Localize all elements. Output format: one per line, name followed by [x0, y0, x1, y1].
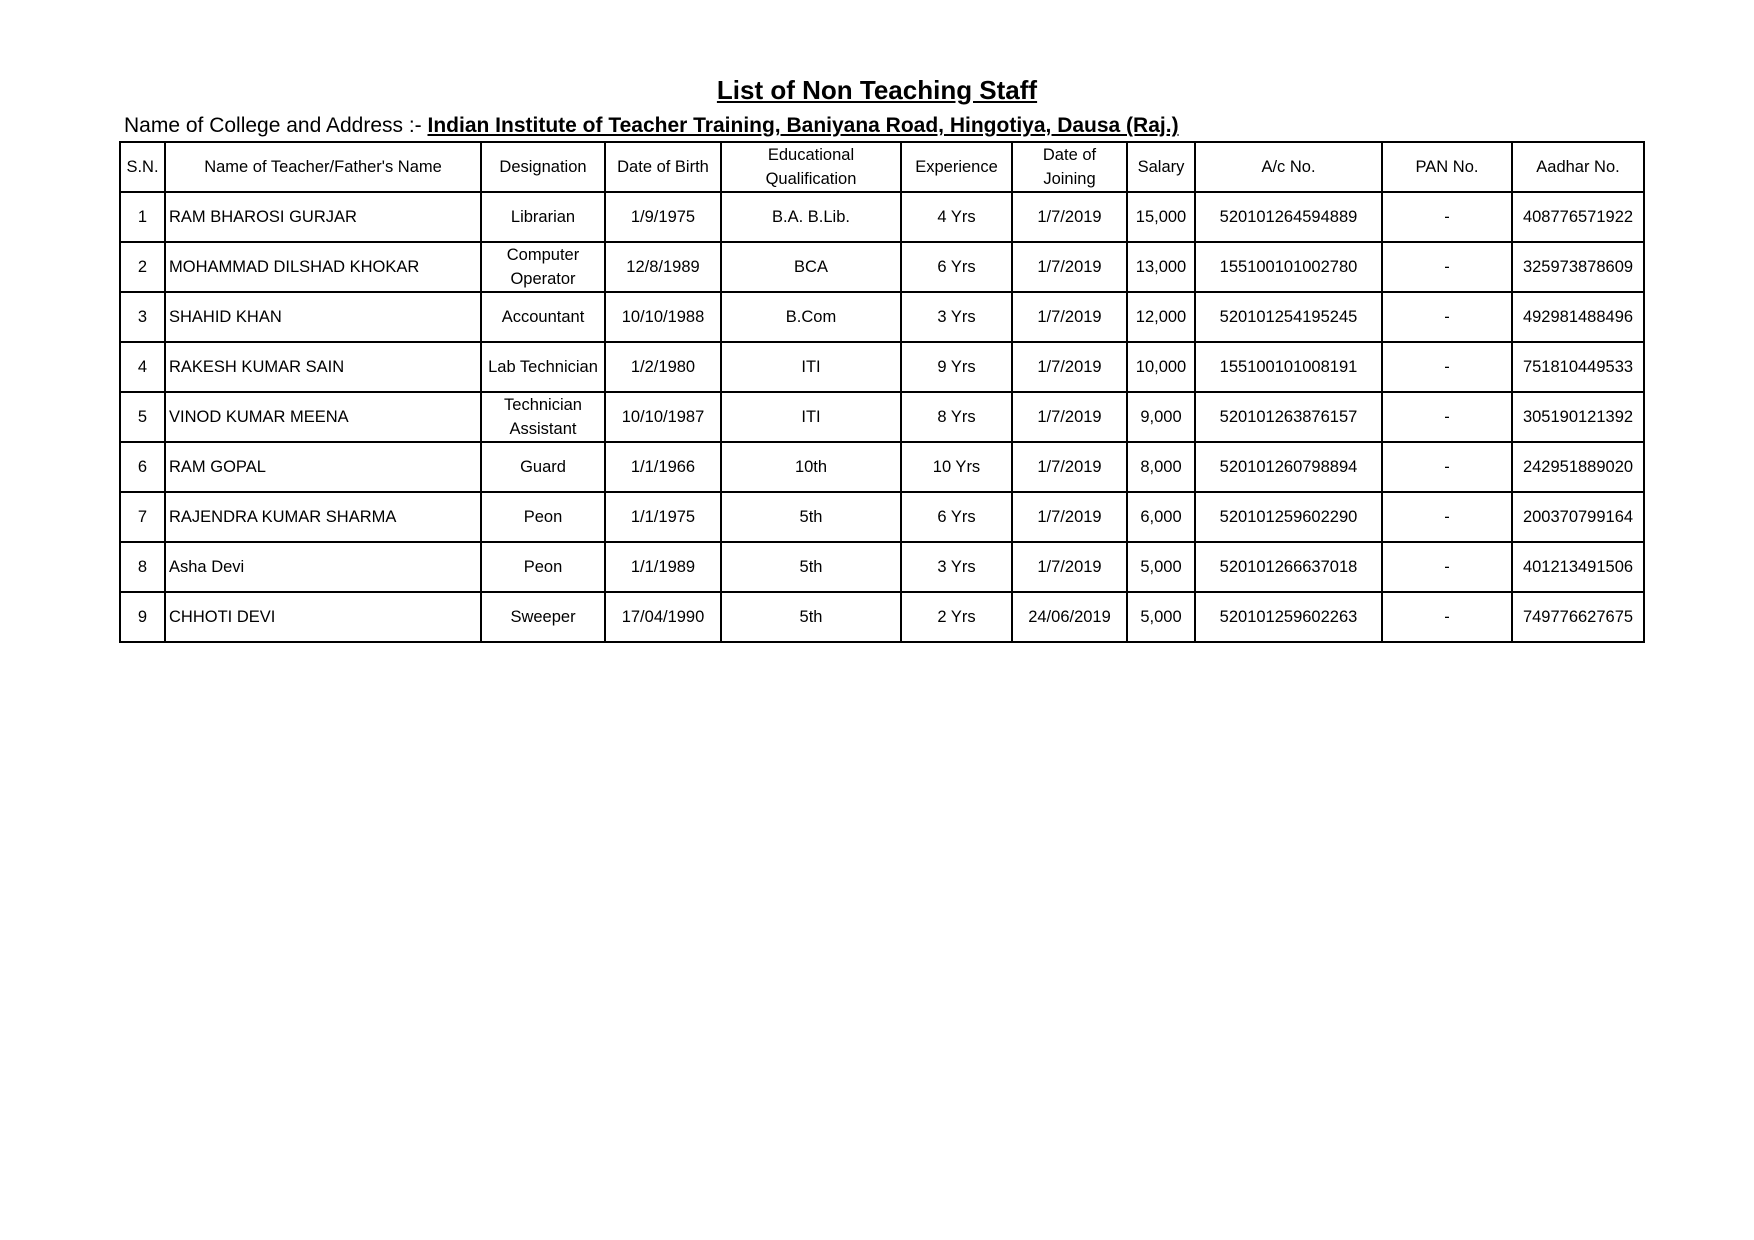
cell-dob: 12/8/1989 — [605, 242, 721, 292]
cell-aadhar: 408776571922 — [1512, 192, 1644, 242]
cell-name: RAM GOPAL — [165, 442, 481, 492]
cell-salary: 8,000 — [1127, 442, 1195, 492]
college-address-line — [124, 112, 1179, 140]
cell-salary: 6,000 — [1127, 492, 1195, 542]
cell-experience: 8 Yrs — [901, 392, 1012, 442]
college-label: Name of College and Address :- — [124, 114, 428, 137]
header-pan: PAN No. — [1382, 142, 1512, 192]
cell-dob: 1/1/1975 — [605, 492, 721, 542]
cell-sn: 5 — [120, 392, 165, 442]
cell-sn: 2 — [120, 242, 165, 292]
cell-designation: Lab Technician — [481, 342, 605, 392]
cell-account: 520101264594889 — [1195, 192, 1382, 242]
cell-name: RAM BHAROSI GURJAR — [165, 192, 481, 242]
table-row — [120, 242, 1644, 292]
cell-qualification: ITI — [721, 342, 901, 392]
cell-account: 520101266637018 — [1195, 542, 1382, 592]
cell-pan: - — [1382, 592, 1512, 642]
cell-name: CHHOTI DEVI — [165, 592, 481, 642]
cell-name: RAJENDRA KUMAR SHARMA — [165, 492, 481, 542]
cell-account: 520101259602290 — [1195, 492, 1382, 542]
college-name: Indian Institute of Teacher Training, Baniyana Road, Hingotiya, Dausa (Raj.) — [427, 114, 1179, 137]
cell-experience: 10 Yrs — [901, 442, 1012, 492]
cell-aadhar: 749776627675 — [1512, 592, 1644, 642]
cell-doj: 1/7/2019 — [1012, 492, 1127, 542]
cell-account: 520101254195245 — [1195, 292, 1382, 342]
cell-name: MOHAMMAD DILSHAD KHOKAR — [165, 242, 481, 292]
cell-salary: 9,000 — [1127, 392, 1195, 442]
cell-doj: 1/7/2019 — [1012, 442, 1127, 492]
cell-salary: 5,000 — [1127, 592, 1195, 642]
header-dob: Date of Birth — [605, 142, 721, 192]
header-experience: Experience — [901, 142, 1012, 192]
table-row — [120, 542, 1644, 592]
cell-aadhar: 401213491506 — [1512, 542, 1644, 592]
cell-sn: 9 — [120, 592, 165, 642]
cell-qualification: B.A. B.Lib. — [721, 192, 901, 242]
cell-dob: 1/1/1989 — [605, 542, 721, 592]
header-row — [120, 142, 1644, 192]
header-qualification: Educational Qualification — [721, 142, 901, 192]
cell-dob: 17/04/1990 — [605, 592, 721, 642]
cell-aadhar: 325973878609 — [1512, 242, 1644, 292]
header-name: Name of Teacher/Father's Name — [165, 142, 481, 192]
cell-dob: 1/1/1966 — [605, 442, 721, 492]
cell-name: Asha Devi — [165, 542, 481, 592]
cell-experience: 3 Yrs — [901, 292, 1012, 342]
table-row — [120, 292, 1644, 342]
cell-pan: - — [1382, 542, 1512, 592]
cell-name: VINOD KUMAR MEENA — [165, 392, 481, 442]
cell-pan: - — [1382, 342, 1512, 392]
cell-aadhar: 751810449533 — [1512, 342, 1644, 392]
cell-designation: Sweeper — [481, 592, 605, 642]
cell-qualification: 5th — [721, 492, 901, 542]
table-row — [120, 392, 1644, 442]
cell-qualification: 10th — [721, 442, 901, 492]
cell-salary: 15,000 — [1127, 192, 1195, 242]
cell-designation: Technician Assistant — [481, 392, 605, 442]
cell-salary: 13,000 — [1127, 242, 1195, 292]
cell-pan: - — [1382, 392, 1512, 442]
header-salary: Salary — [1127, 142, 1195, 192]
cell-aadhar: 305190121392 — [1512, 392, 1644, 442]
cell-account: 520101263876157 — [1195, 392, 1382, 442]
cell-account: 155100101002780 — [1195, 242, 1382, 292]
cell-doj: 1/7/2019 — [1012, 392, 1127, 442]
cell-doj: 1/7/2019 — [1012, 542, 1127, 592]
cell-sn: 7 — [120, 492, 165, 542]
cell-pan: - — [1382, 192, 1512, 242]
cell-qualification: BCA — [721, 242, 901, 292]
cell-doj: 1/7/2019 — [1012, 292, 1127, 342]
table-row — [120, 192, 1644, 242]
cell-dob: 1/2/1980 — [605, 342, 721, 392]
cell-salary: 12,000 — [1127, 292, 1195, 342]
header-sn: S.N. — [120, 142, 165, 192]
cell-doj: 1/7/2019 — [1012, 342, 1127, 392]
cell-experience: 9 Yrs — [901, 342, 1012, 392]
cell-experience: 4 Yrs — [901, 192, 1012, 242]
cell-pan: - — [1382, 292, 1512, 342]
cell-sn: 6 — [120, 442, 165, 492]
header-aadhar: Aadhar No. — [1512, 142, 1644, 192]
cell-account: 155100101008191 — [1195, 342, 1382, 392]
table-row — [120, 442, 1644, 492]
cell-dob: 10/10/1987 — [605, 392, 721, 442]
cell-sn: 8 — [120, 542, 165, 592]
table-body — [120, 192, 1644, 642]
cell-salary: 10,000 — [1127, 342, 1195, 392]
document-title: List of Non Teaching Staff — [716, 75, 1038, 105]
cell-sn: 3 — [120, 292, 165, 342]
cell-aadhar: 242951889020 — [1512, 442, 1644, 492]
header-account: A/c No. — [1195, 142, 1382, 192]
cell-account: 520101260798894 — [1195, 442, 1382, 492]
cell-salary: 5,000 — [1127, 542, 1195, 592]
cell-aadhar: 492981488496 — [1512, 292, 1644, 342]
table-row — [120, 592, 1644, 642]
cell-qualification: 5th — [721, 592, 901, 642]
staff-table — [119, 141, 1645, 643]
cell-doj: 1/7/2019 — [1012, 192, 1127, 242]
cell-pan: - — [1382, 492, 1512, 542]
header-designation: Designation — [481, 142, 605, 192]
cell-dob: 1/9/1975 — [605, 192, 721, 242]
cell-sn: 4 — [120, 342, 165, 392]
cell-experience: 2 Yrs — [901, 592, 1012, 642]
cell-aadhar: 200370799164 — [1512, 492, 1644, 542]
cell-qualification: B.Com — [721, 292, 901, 342]
cell-pan: - — [1382, 442, 1512, 492]
cell-designation: Accountant — [481, 292, 605, 342]
cell-dob: 10/10/1988 — [605, 292, 721, 342]
table-row — [120, 342, 1644, 392]
cell-experience: 6 Yrs — [901, 492, 1012, 542]
table-header — [120, 142, 1644, 192]
cell-experience: 6 Yrs — [901, 242, 1012, 292]
cell-designation: Peon — [481, 542, 605, 592]
cell-designation: Computer Operator — [481, 242, 605, 292]
header-doj: Date of Joining — [1012, 142, 1127, 192]
cell-designation: Librarian — [481, 192, 605, 242]
cell-qualification: ITI — [721, 392, 901, 442]
cell-sn: 1 — [120, 192, 165, 242]
cell-name: SHAHID KHAN — [165, 292, 481, 342]
cell-name: RAKESH KUMAR SAIN — [165, 342, 481, 392]
cell-account: 520101259602263 — [1195, 592, 1382, 642]
cell-doj: 24/06/2019 — [1012, 592, 1127, 642]
cell-designation: Guard — [481, 442, 605, 492]
cell-pan: - — [1382, 242, 1512, 292]
cell-experience: 3 Yrs — [901, 542, 1012, 592]
cell-doj: 1/7/2019 — [1012, 242, 1127, 292]
cell-qualification: 5th — [721, 542, 901, 592]
cell-designation: Peon — [481, 492, 605, 542]
table-row — [120, 492, 1644, 542]
